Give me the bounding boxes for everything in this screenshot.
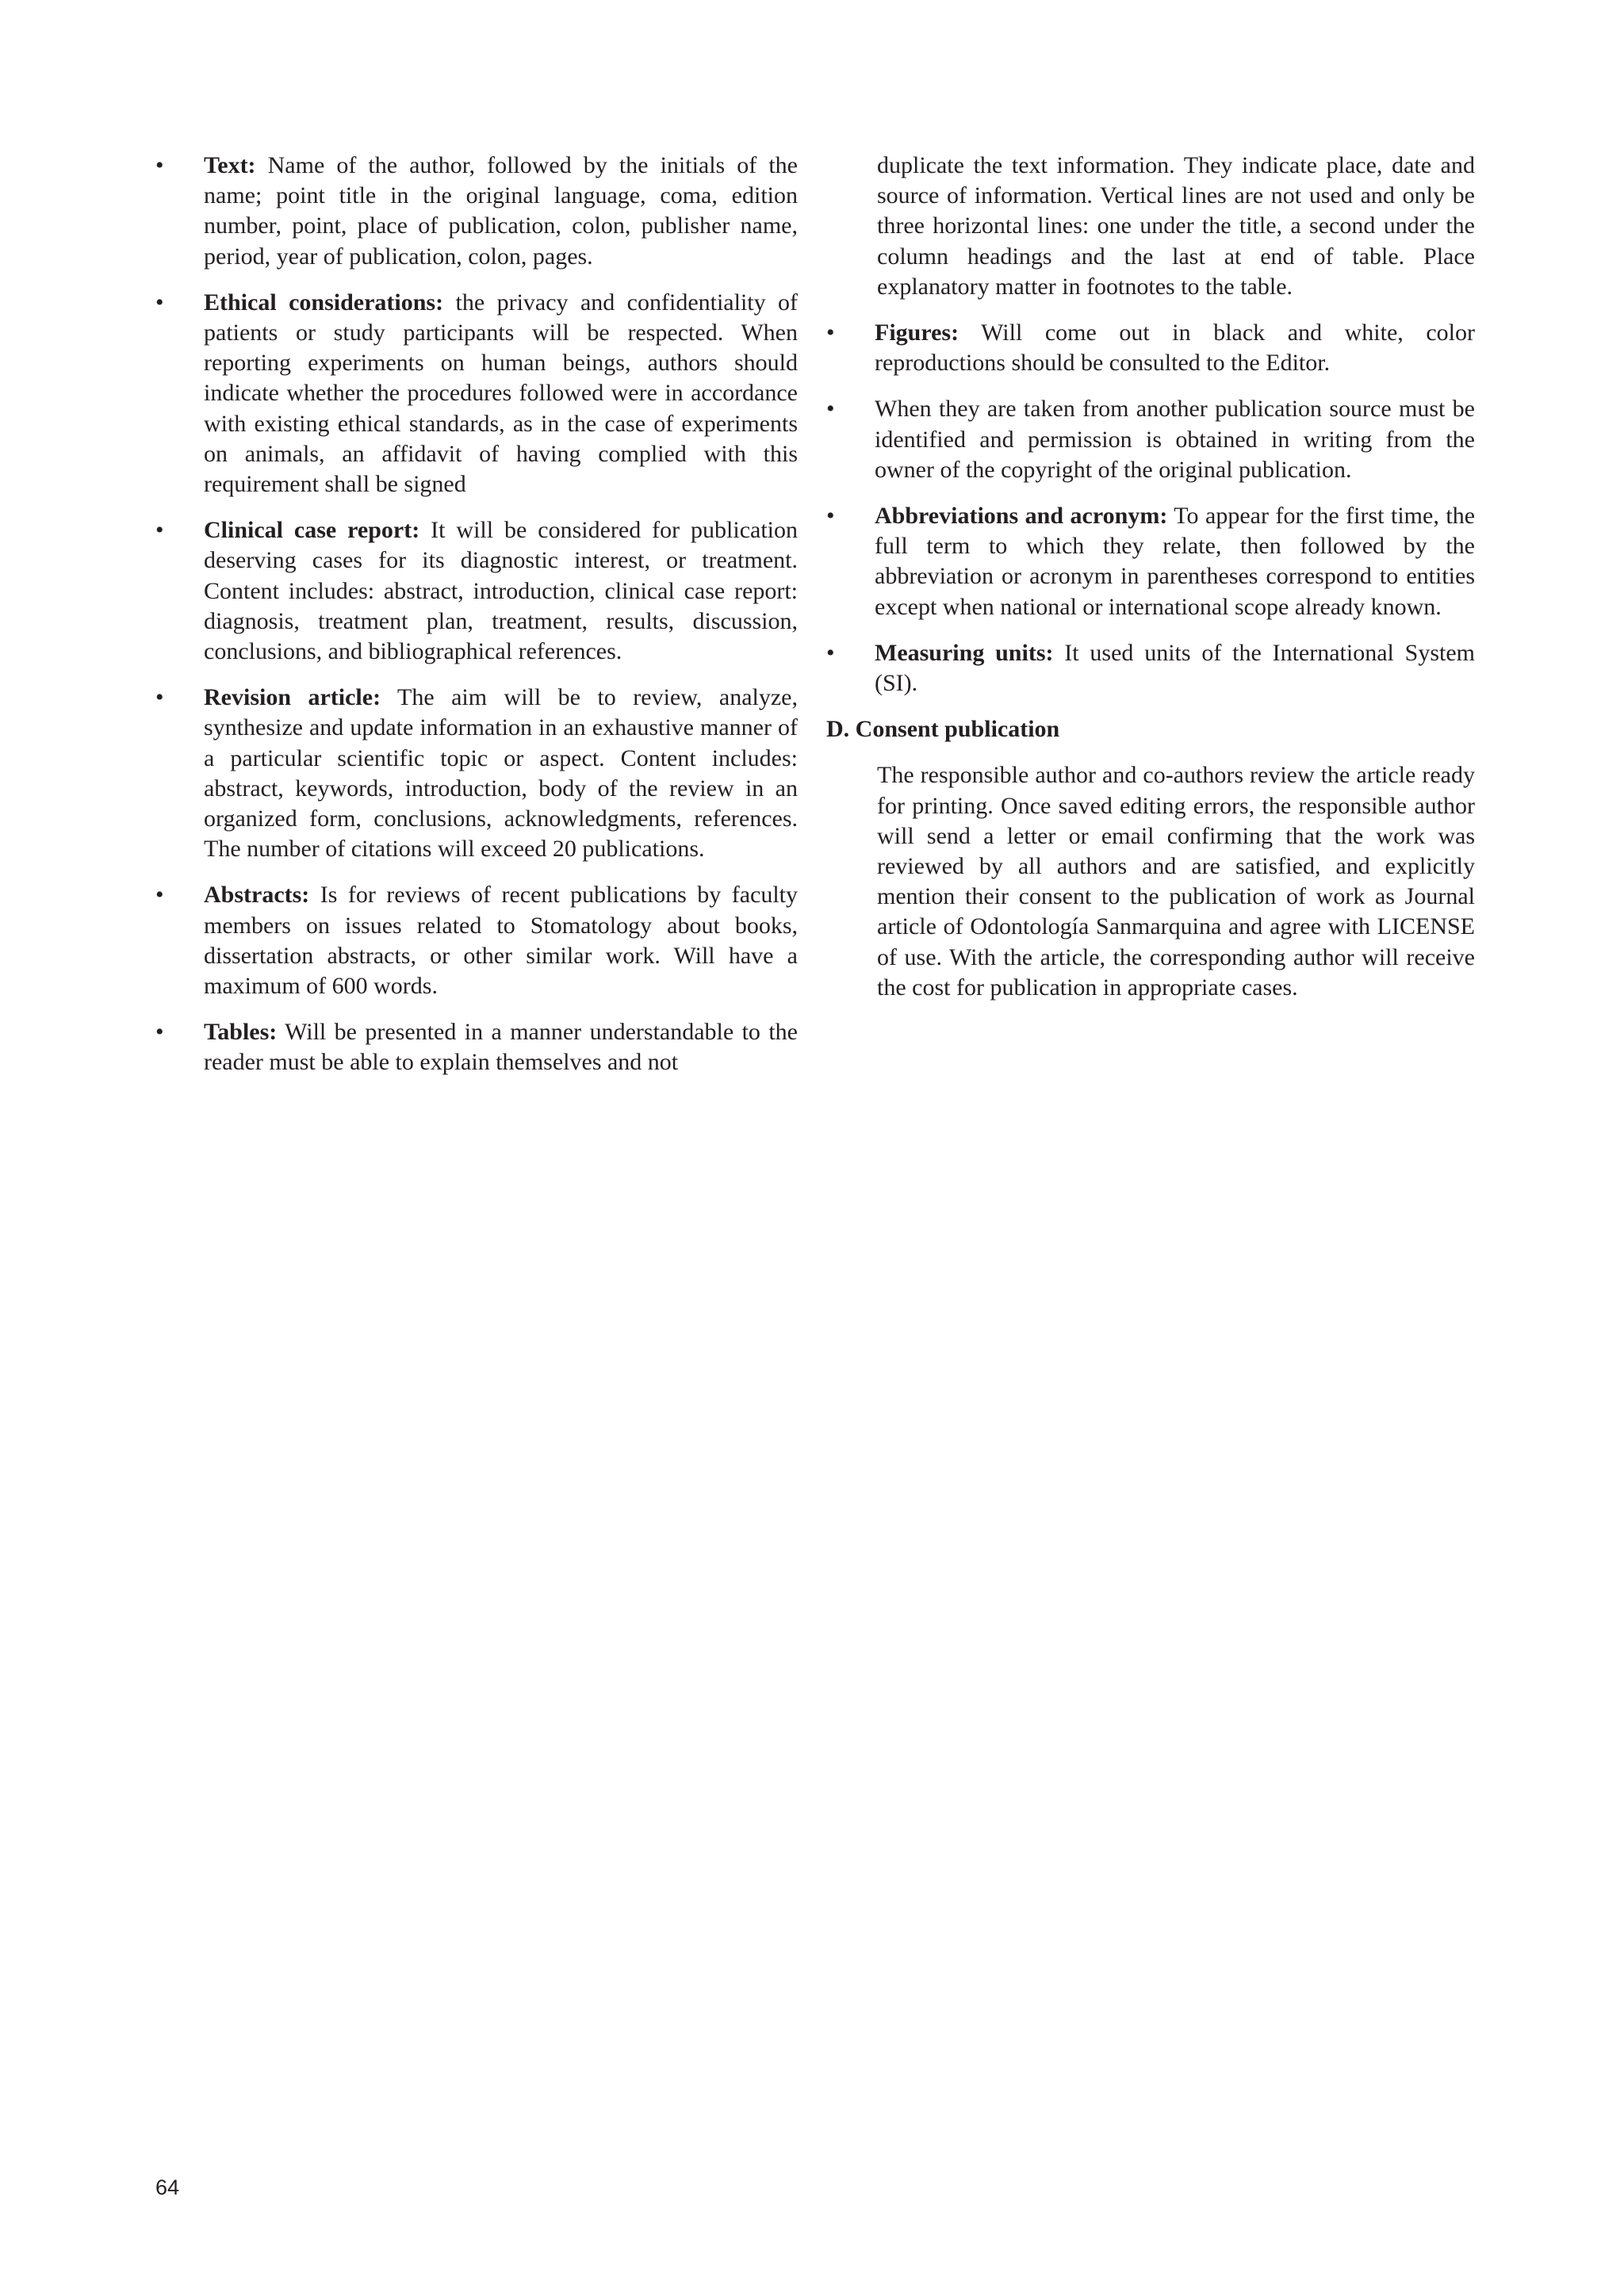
bullet-icon: • <box>826 503 835 530</box>
list-item-source-permission <box>826 394 1475 485</box>
bullet-icon: • <box>826 639 835 666</box>
bullet-icon: • <box>155 289 164 316</box>
bullet-icon: • <box>155 152 164 178</box>
item-term: Ethical considerations: <box>204 289 444 316</box>
list-item-revision-article <box>155 683 798 864</box>
item-term: Tables: <box>204 1019 278 1046</box>
item-text: Will be presented in a manner understandable to the reader must be able to explain themselves and not <box>204 1019 798 1076</box>
item-term: Figures: <box>875 320 959 346</box>
item-term: Revision article: <box>204 684 381 711</box>
item-term: Abbreviations and acronym: <box>875 503 1168 530</box>
bullet-icon: • <box>155 517 164 544</box>
item-term: Clinical case report: <box>204 517 420 544</box>
left-bullet-list <box>155 151 798 1078</box>
list-item-figures <box>826 318 1475 378</box>
item-term: Text: <box>204 152 256 178</box>
right-column <box>826 151 1475 1003</box>
bullet-icon: • <box>826 320 835 346</box>
item-text: It will be considered for publication deserving cases for its diagnostic interest, or treatment. Content includes: abstract, introduction, clinical case report: diagnosis, treatment plan, treatment, results, discussion, conclusions, and bibliographical references. <box>204 517 798 665</box>
bullet-icon: • <box>155 882 164 909</box>
item-text: To appear for the first time, the full term to which they relate, then followed by the abbreviation or acronym in parentheses correspond to entities except when national or international scope already known. <box>875 503 1476 620</box>
bullet-icon: • <box>155 1019 164 1046</box>
item-text: Name of the author, followed by the initials of the name; point title in the original language, coma, edition number, point, place of publication, colon, publisher name, period, year of publication, colon, pages. <box>204 152 798 270</box>
left-column <box>155 151 798 1094</box>
list-item-measuring-units <box>826 638 1475 698</box>
bullet-icon: • <box>155 684 164 711</box>
item-text: the privacy and confidentiality of patients or study participants will be respected. When reporting experiments on human beings, authors should indicate whether the procedures followed were in accordance with existing ethical standards, as in the case of experiments on animals, an affidavit of having complied with this requirement shall be signed <box>204 289 799 498</box>
right-bullet-list <box>826 318 1475 698</box>
list-item-abbreviations <box>826 501 1475 622</box>
item-text: Will come out in black and white, color reproductions should be consulted to the Editor. <box>875 320 1476 377</box>
list-item-ethical-considerations <box>155 288 798 499</box>
item-text: It used units of the International System (SI). <box>875 639 1476 697</box>
list-item-text <box>155 151 798 272</box>
section-heading-consent-publication: D. Consent publication <box>826 716 1060 743</box>
page-number: 64 <box>155 2175 180 2199</box>
list-item-clinical-case-report <box>155 515 798 667</box>
bullet-icon: • <box>826 396 835 423</box>
item-text: When they are taken from another publication source must be identified and permission is obtained in writing from the owner of the copyright of the original publication. <box>875 396 1475 483</box>
tables-continuation-text: duplicate the text information. They indicate place, date and source of information. Vertical lines are not used and only be three horizontal lines: one under the title, a second under the column headings and the last at end of table. Place explanatory matter in footnotes to the table. <box>877 152 1475 300</box>
item-term: Measuring units: <box>875 639 1054 666</box>
list-item-abstracts <box>155 880 798 1001</box>
list-item-tables <box>155 1017 798 1077</box>
section-body-consent-publication: The responsible author and co-authors review the article ready for printing. Once saved editing errors, the responsible author will send a letter or email confirming that the work was reviewed by all authors and are satisfied, and explicitly mention their consent to the publication of work as Journal article of Odontología Sanmarquina and agree with LICENSE of use. With the article, the corresponding author will receive the cost for publication in appropriate cases. <box>877 762 1475 1001</box>
item-term: Abstracts: <box>204 882 310 909</box>
item-text: Is for reviews of recent publications by faculty members on issues related to Stomatology about books, dissertation abstracts, or other similar work. Will have a maximum of 600 words. <box>204 882 799 1000</box>
item-text: The aim will be to review, analyze, synthesize and update information in an exhaustive manner of a particular scientific topic or aspect. Content includes: abstract, keywords, introduction, body of the review in an organized form, conclusions, acknowledgments, references. The number of citations will exceed 20 publications. <box>204 684 798 863</box>
